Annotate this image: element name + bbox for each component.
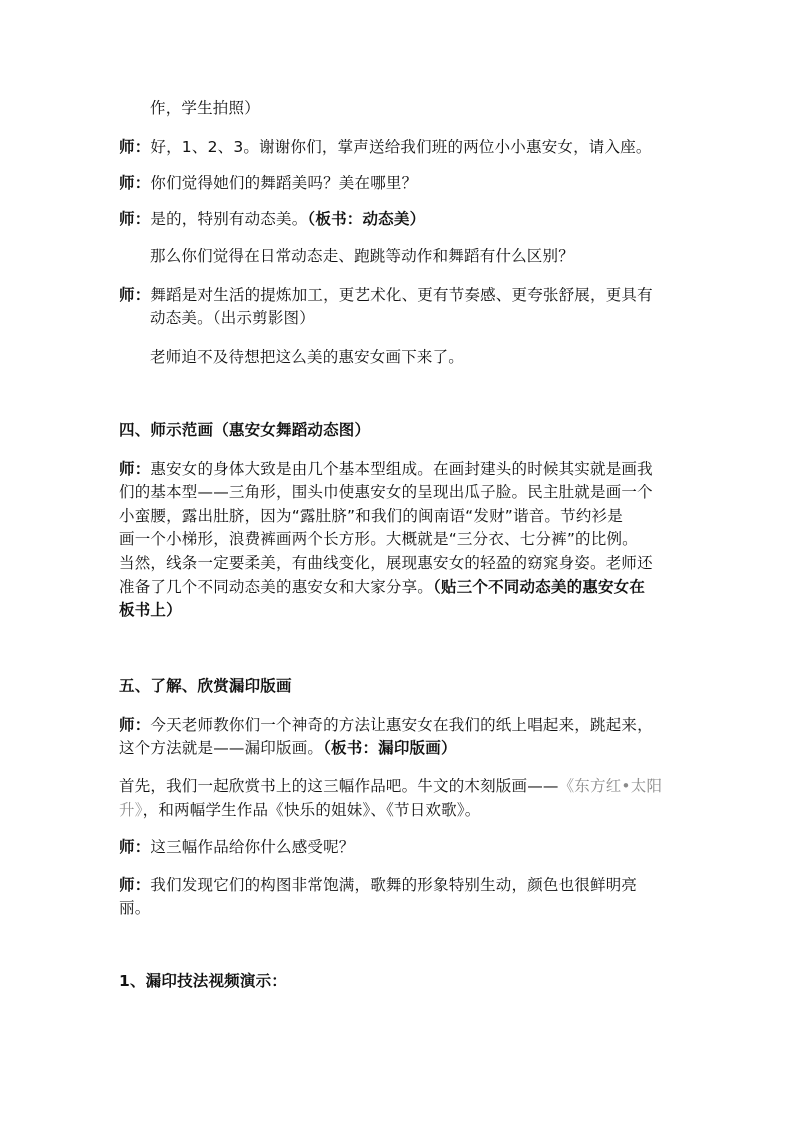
text: 好，1、2、3。谢谢你们，掌声送给我们班的两位小小惠安女，请入座。 [150,138,652,156]
text: 这三幅作品给你什么感受呢？ [150,838,355,856]
text: 首先，我们一起欣赏书上的这三幅作品吧。牛文的木刻版画—— [119,777,559,795]
text-line [119,797,481,823]
text: ，和两幅学生作品《快乐的姐妹》、《节日欢歌》。 [142,801,481,819]
text: 小蛮腰，露出肚脐，因为“露肚脐”和我们的闽南语“发财”谐音。节约衫是 [119,507,623,525]
heading-text: 五、了解、欣赏漏印版画 [119,677,292,695]
speaker-label: 师： [119,286,151,304]
text: 今天老师教你们一个神奇的方法让惠安女在我们的纸上唱起来，跳起来， [150,716,653,734]
text: 你们觉得她们的舞蹈美吗？美在哪里？ [150,174,418,192]
speaker-label: 师： [119,716,151,734]
text-line [119,735,457,761]
dialogue-line [119,834,355,860]
heading-text: 1、漏印技法视频演示： [119,972,287,990]
text-line [119,479,653,505]
text-line [150,305,315,331]
text-line [119,773,662,799]
section-heading [119,673,292,699]
text-line [150,95,260,121]
text-line [119,574,645,600]
dialogue-line [119,206,425,232]
text: 当然，线条一定要柔美，有曲线变化，展现惠安女的轻盈的窈窕身姿。老师还 [119,554,653,572]
text: 准备了几个不同动态美的惠安女和大家分享。 [119,578,434,596]
speaker-label: 师： [119,838,151,856]
text-line [119,895,150,921]
dialogue-line [119,170,417,196]
text: 我们发现它们的构图非常饱满，歌舞的形象特别生动，颜色也很鲜明亮 [150,876,638,894]
dialogue-line [119,134,652,160]
text-line [119,597,182,623]
artwork-title: 《东方红•太阳 [558,777,663,795]
text: 这个方法就是——漏印版画。 [119,739,324,757]
board-note: 板书上） [119,601,182,619]
text: 那么你们觉得在日常动态走、跑跳等动作和舞蹈有什么区别？ [150,247,574,265]
text: 画一个小梯形，浪费裤画两个长方形。大概就是“三分衣、七分裤”的比例。 [119,530,638,548]
text-line [119,550,653,576]
speaker-label: 师： [119,174,151,192]
text-line [119,526,638,552]
text: 是的，特别有动态美。 [150,210,308,228]
speaker-label: 师： [119,210,151,228]
speaker-label: 师： [119,138,151,156]
heading-text: 四、师示范画（惠安女舞蹈动态图） [119,421,371,439]
board-note: （贴三个不同动态美的惠安女在 [433,578,646,596]
text: 丽。 [119,899,151,917]
text: 惠安女的身体大致是由几个基本型组成。在画封建头的时候其实就是画我 [150,460,653,478]
text: 作，学生拍照） [150,99,260,117]
text: 动态美。（出示剪影图） [150,309,315,327]
dialogue-line [119,872,637,898]
board-note: （板书：漏印版画） [323,739,457,757]
speaker-label: 师： [119,460,151,478]
artwork-title: 升》 [119,801,143,819]
text-line [150,344,464,370]
text: 们的基本型——三角形，围头巾使惠安女的呈现出瓜子脸。民主肚就是画一个 [119,483,653,501]
speaker-label: 师： [119,876,151,894]
text-line [150,243,574,269]
text: 舞蹈是对生活的提炼加工，更艺术化、更有节奏感、更夸张舒展，更具有 [150,286,653,304]
section-heading [119,417,370,443]
board-note: （板书：动态美） [307,210,426,228]
text: 老师迫不及待想把这么美的惠安女画下来了。 [150,348,465,366]
sub-heading [119,968,287,994]
